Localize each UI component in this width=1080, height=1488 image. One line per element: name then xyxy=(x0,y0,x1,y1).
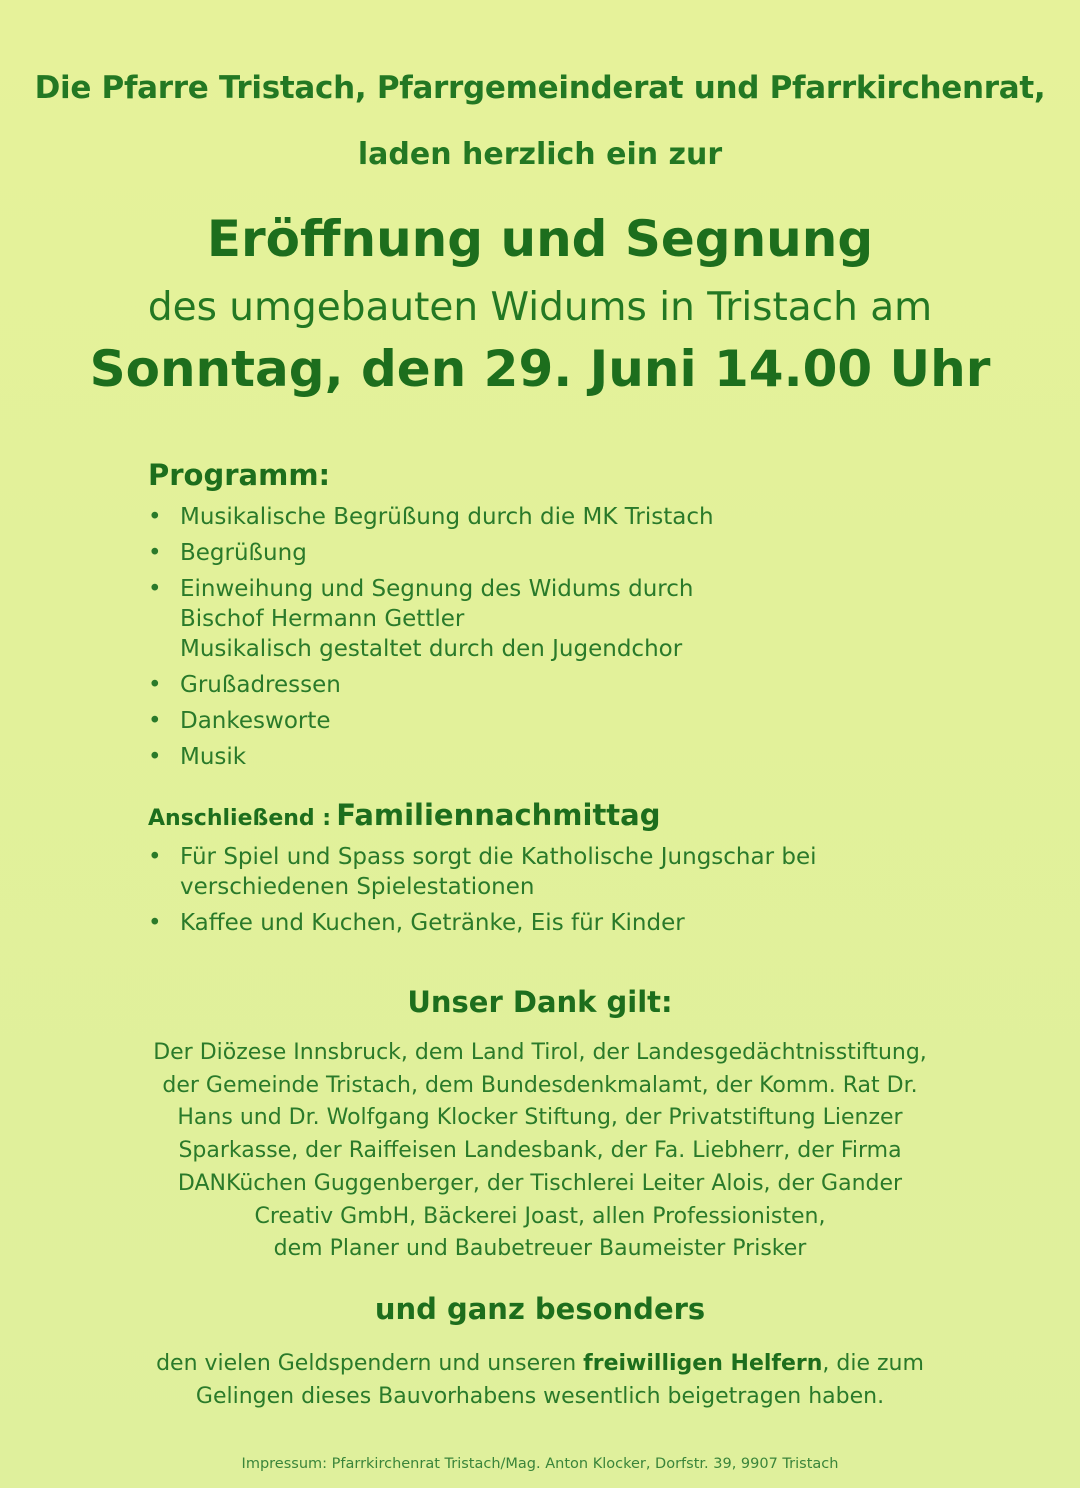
intro-line-2: laden herzlich ein zur xyxy=(357,137,723,172)
closing-line-1-start: den vielen Geldspendern und unseren xyxy=(156,1351,584,1376)
list-item xyxy=(148,538,968,568)
anschliessend-heading xyxy=(148,798,968,832)
subline: des umgebauten Widums in Tristach am xyxy=(147,285,933,330)
list-item xyxy=(148,706,968,736)
closing-text xyxy=(0,1347,1080,1413)
list-item xyxy=(148,502,968,532)
dank-title: Unser Dank gilt: xyxy=(407,985,673,1019)
anschliessend-list xyxy=(148,842,968,938)
dank-line: Creativ GmbH, Bäckerei Joast, allen Professionisten, xyxy=(254,1203,826,1229)
list-item xyxy=(148,842,968,902)
list-item-text: Musikalisch gestaltet durch den Jugendchor xyxy=(180,636,683,662)
list-item-text: • Einweihung und Segnung des Widums durch xyxy=(180,576,694,602)
list-item xyxy=(148,742,968,772)
list-item xyxy=(148,670,968,700)
dank-text xyxy=(0,1037,1080,1266)
dank-line: Hans und Dr. Wolfgang Klocker Stiftung, der Privatstiftung Lienzer xyxy=(177,1105,903,1131)
closing-line-1 xyxy=(0,1347,1080,1380)
programm-title: Programm: xyxy=(148,458,331,492)
dank-line: DANKüchen Guggenberger, der Tischlerei Leiter Alois, der Gander xyxy=(177,1170,903,1196)
headline: Eröffnung und Segnung xyxy=(206,210,874,268)
dank-line: Der Diözese Innsbruck, dem Land Tirol, der Landesgedächtnisstiftung, xyxy=(153,1040,927,1065)
anschliessend-label: Anschließend : xyxy=(148,806,332,831)
dank-line: dem Planer und Baubetreuer Baumeister Prisker xyxy=(273,1236,807,1262)
list-item-text: • Für Spiel und Spass sorgt die Katholische Jungschar bei xyxy=(180,844,817,870)
list-item-text: • Begrüßung xyxy=(180,540,307,566)
intro-line-1: Die Pfarre Tristach, Pfarrgemeinderat und Pfarrkirchenrat, xyxy=(34,70,1046,106)
closing-line-2: Gelingen dieses Bauvorhabens wesentlich beigetragen haben. xyxy=(195,1384,885,1409)
anschliessend-title: Familiennachmittag xyxy=(336,798,661,832)
list-item-text: • Dankesworte xyxy=(180,708,331,734)
event-date: Sonntag, den 29. Juni 14.00 Uhr xyxy=(89,340,991,398)
list-item xyxy=(148,574,968,664)
dank-line: Sparkasse, der Raiffeisen Landesbank, der Fa. Liebherr, der Firma xyxy=(178,1138,902,1164)
list-item-text: Bischof Hermann Gettler xyxy=(180,606,465,632)
list-item-text: verschiedenen Spielestationen xyxy=(180,874,535,900)
anschliessend-section xyxy=(148,798,968,944)
list-item-text: • Musikalische Begrüßung durch die MK Tristach xyxy=(180,504,714,530)
programm-section xyxy=(148,458,968,778)
besonders-title: und ganz besonders xyxy=(374,1292,706,1326)
closing-line-1-end: , die zum xyxy=(822,1351,924,1376)
programm-list xyxy=(148,502,968,772)
list-item-text: • Kaffee und Kuchen, Getränke, Eis für Kinder xyxy=(180,910,685,936)
impressum: Impressum: Pfarrkirchenrat Tristach/Mag. Anton Klocker, Dorfstr. 39, 9907 Tristach xyxy=(241,1456,839,1472)
dank-line: der Gemeinde Tristach, dem Bundesdenkmalamt, der Komm. Rat Dr. xyxy=(162,1072,918,1098)
list-item-text: • Musik xyxy=(180,744,247,770)
list-item-text: • Grußadressen xyxy=(180,672,341,698)
closing-line-1-bold: freiwilligen Helfern xyxy=(583,1351,823,1376)
list-item xyxy=(148,908,968,938)
